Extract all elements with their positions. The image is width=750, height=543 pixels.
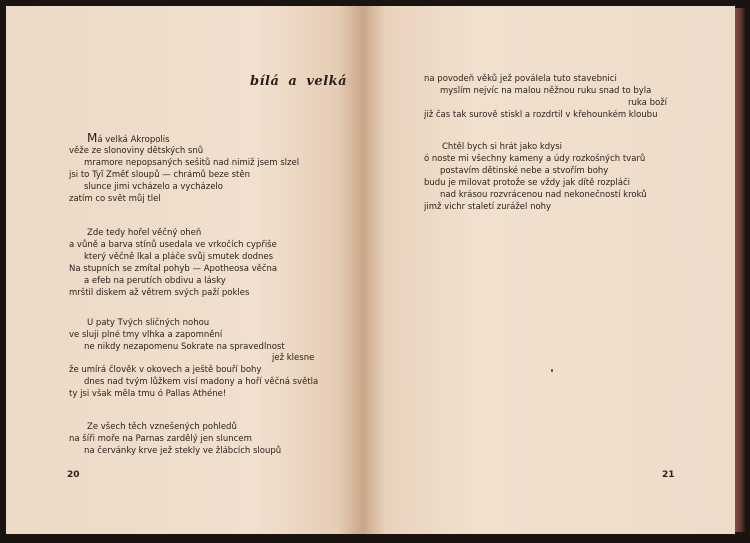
paper-speck	[551, 369, 553, 372]
right-stanza1-line1: na povodeň věků jež pováIela tuto stavebnici	[424, 74, 617, 84]
stanza1-line5: slunce jimi vcházelo a vycházelo	[84, 182, 223, 192]
stanza2-line4: Na stupních se zmítal pohyb — Apotheosa věčna	[69, 264, 278, 274]
right-stanza2-line1: Chtěl bych si hrát jako kdysi	[442, 142, 562, 152]
right-stanza1-line3: ruka boží	[628, 98, 667, 108]
stanza3-line3: ne nikdy nezapomenu Sokrate na spravedlnost	[84, 342, 285, 352]
stanza3-line6: dnes nad tvým lůžkem visí madony a hoří věčná světla	[84, 377, 319, 387]
stanza1-line4: jsi to Tyǐ Změť sloupů — chrámů beze stěn	[69, 170, 251, 180]
right-stanza2-line5: nad krásou rozvrácenou nad nekonečností kroků	[440, 190, 647, 200]
drop-letter: M	[87, 131, 98, 145]
stanza3-line1: U paty Tvých sličných nohou	[87, 318, 210, 328]
stanza1-line2: věže ze slonoviny dětských snů	[69, 146, 204, 156]
stanza1-line1: Má velká Akropolis	[87, 131, 170, 145]
stanza2-line3: který věčně lkal a pláče svůj smutek dodnes	[84, 252, 274, 262]
stanza3-line5: že umírá člověk v okovech a ještě bouří bohy	[69, 365, 262, 375]
stanza1-line6: zatím co svět můj tlel	[69, 194, 161, 204]
stanza2-line5: a efeb na perutích obdivu a lásky	[84, 276, 226, 286]
right-stanza2-line6: jimž vichr staletí zurážel nohy	[424, 202, 552, 212]
stanza2-line1: Zde tedy hořel věčný oheň	[87, 228, 202, 238]
page-number-right: 21	[662, 470, 675, 480]
stanza3-line7: ty jsi však měla tmu ó Pallas Athéne!	[69, 389, 227, 399]
stanza2-line6: mrštil diskem až větrem svých paží pokles	[69, 288, 250, 298]
stanza1-line3: mramore nepopsaných sešitů nad nimiž jsem slzel	[84, 158, 300, 168]
book-cover-edge	[735, 8, 745, 532]
stanza4-line2: na šíři moře na Parnas zardělý jen sluncem	[69, 434, 252, 444]
stanza4-line3: na červánky krve jež stekly ve žlábcích sloupů	[84, 446, 282, 456]
right-stanza1-line4: již čas tak surově stiskl a rozdrtil v křehounkém kloubu	[424, 110, 658, 120]
stanza3-line4: jež klesne	[272, 353, 315, 363]
right-stanza2-line4: budu je milovat protože se vždy jak dítě rozpláči	[424, 178, 631, 188]
right-stanza2-line3: postavím dětinské nebe a stvořím bohy	[440, 166, 609, 176]
poem-title: bílá a velká	[250, 74, 348, 89]
stanza4-line1: Ze všech těch vznešených pohledů	[87, 422, 237, 432]
right-stanza1-line2: myslím nejvíc na malou něžnou ruku snad to byla	[440, 86, 652, 96]
stanza2-line2: a vůně a barva stínů usedala ve vrkočích cypřiše	[69, 240, 277, 250]
page-number-left: 20	[67, 470, 80, 480]
stanza3-line2: ve sluji plné tmy vlhka a zapomnění	[69, 330, 223, 340]
right-stanza2-line2: ó noste mi všechny kameny a údy rozkošných tvarů	[424, 154, 646, 164]
